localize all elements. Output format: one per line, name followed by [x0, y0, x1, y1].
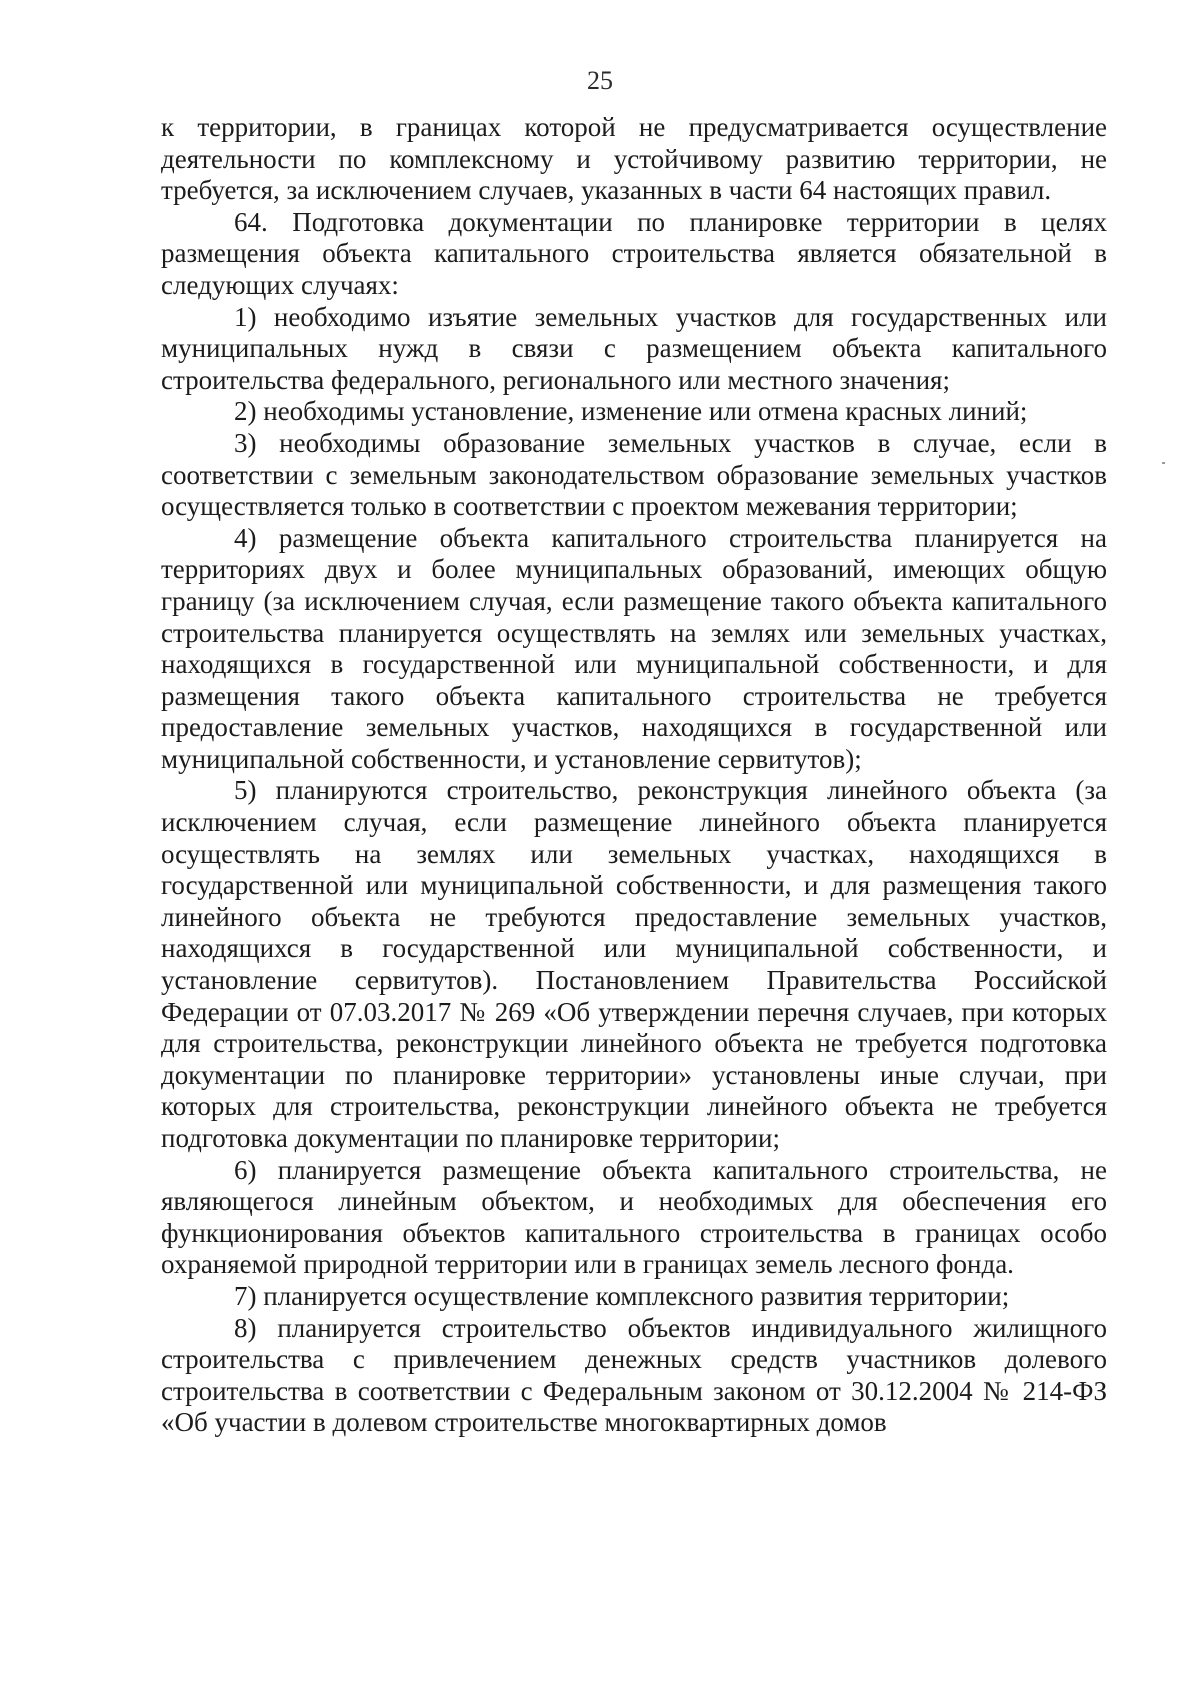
list-item-7: 7) планируется осуществление комплексного развития территории;: [234, 1280, 1010, 1311]
list-item-3: 3) необходимы образование земельных участков в случае, если в соответствии с земельным законодательством образование земельных участков осуществляется только в соответствии с проектом межевания территории;: [161, 427, 1107, 522]
list-item-6: 6) планируется размещение объекта капитального строительства, не являющегося линейным объектом, и необходимых для обеспечения его функционирования объектов капитального строительства в границах особо охраняемой природной территории или в границах земель лесного фонда.: [161, 1154, 1107, 1280]
paragraph-clause-64: 64. Подготовка документации по планировке территории в целях размещения объекта капитального строительства является обязательной в следующих случаях:: [161, 206, 1107, 300]
list-item-2: 2) необходимы установление, изменение или отмена красных линий;: [234, 396, 1028, 427]
list-item-5: 5) планируются строительство, реконструкция линейного объекта (за исключением случая, если размещение линейного объекта планируется осуществлять на землях или земельных участках, находящихся в государственной или муниципальной собственности, и для размещения такого линейного объекта не требуются предоставление земельных участков, находящихся в государственной или муниципальной собственности, и установление сервитутов). Постановлением Правительства Российской Федерации от 07.03.2017 № 269 «Об утверждении перечня случаев, при которых для строительства, реконструкции линейного объекта не требуется подготовка документации по планировке территории» установлены иные случаи, при которых для строительства, реконструкции линейного объекта не требуется подготовка документации по планировке территории;: [161, 775, 1107, 1153]
document-body: [161, 112, 1107, 1439]
list-item-4: 4) размещение объекта капитального строительства планируется на территориях двух и более муниципальных образований, имеющих общую границу (за исключением случая, если размещение такого объекта капитального строительства планируется осуществлять на землях или земельных участках, находящихся в государственной или муниципальной собственности, и для размещения такого объекта капитального строительства не требуется предоставление земельных участков, находящихся в государственной или муниципальной собственности, и установление сервитутов);: [161, 522, 1107, 774]
paragraph-continuation: к территории, в границах которой не предусматривается осуществление деятельности по комплексному и устойчивому развитию территории, не требуется, за исключением случаев, указанных в части 64 настоящих правил.: [161, 112, 1107, 206]
page-number: 25: [587, 66, 613, 95]
list-item-1: 1) необходимо изъятие земельных участков для государственных или муниципальных нужд в связи с размещением объекта капитального строительства федерального, регионального или местного значения;: [161, 301, 1107, 395]
list-item-8: 8) планируется строительство объектов индивидуального жилищного строительства с привлечением денежных средств участников долевого строительства в соответствии с Федеральным законом от 30.12.2004 № 214-ФЗ «Об участии в долевом строительстве многоквартирных домов: [161, 1312, 1107, 1438]
scan-margin-mark: [1162, 462, 1165, 464]
